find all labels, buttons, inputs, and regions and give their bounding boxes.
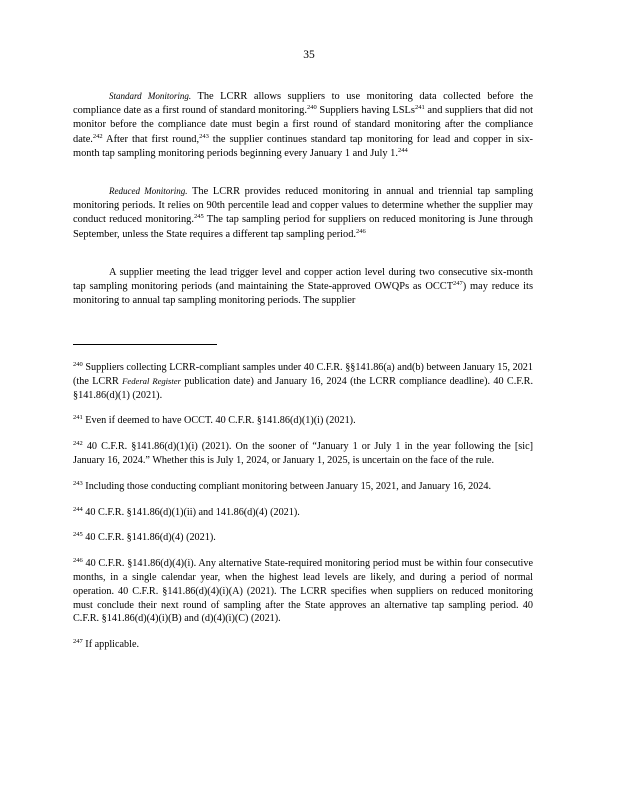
footnote-number: 241 bbox=[73, 414, 83, 422]
footnote-number: 243 bbox=[73, 479, 83, 487]
text-run: The LCRR allows suppliers to use monitoring data collected before the compliance date as a first round of standard monitoring. bbox=[73, 91, 533, 117]
text-run: The tap sampling period for suppliers on reduced monitoring is June through September, unless the State requires a different tap sampling period. bbox=[73, 214, 533, 240]
footnote-241 bbox=[73, 414, 533, 428]
footnote-246 bbox=[73, 557, 533, 626]
text-run: Suppliers collecting LCRR-compliant samples under 40 C.F.R. §§141.86(a) and(b) between January 15, 2021 (the LCRR bbox=[73, 362, 533, 387]
text-run: and suppliers that did not monitor before the compliance date must begin a first round of standard monitoring after the compliance date. bbox=[73, 105, 534, 145]
text-run: 40 C.F.R. §141.86(d)(4) (2021). bbox=[82, 532, 216, 544]
footnote-number: 244 bbox=[73, 505, 83, 513]
footnote-number: 246 bbox=[73, 557, 83, 565]
footnote-244 bbox=[73, 506, 533, 520]
footnote-ref: 245 bbox=[193, 213, 204, 221]
text-run: If applicable. bbox=[82, 639, 140, 651]
text-run: 40 C.F.R. §141.86(d)(1)(i) (2021). On the sooner of “January 1 or July 1 in the year following the [sic] January 16, 2024.” Whether this is July 1, 2024, or January 1, 2025, is uncertain on the face of the rule. bbox=[73, 441, 533, 466]
footnote-number: 247 bbox=[73, 638, 83, 646]
paragraph-heading: Reduced Monitoring. bbox=[109, 186, 188, 196]
paragraph-reduced-monitoring bbox=[73, 184, 533, 242]
footnote-separator bbox=[73, 344, 217, 345]
text-run: the supplier continues standard tap monitoring for lead and copper in six-month tap sampling monitoring periods beginning every January 1 and July 1. bbox=[73, 133, 533, 159]
footnote-ref: 244 bbox=[397, 146, 408, 154]
footnote-243 bbox=[73, 480, 533, 494]
text-run: 40 C.F.R. §141.86(d)(1)(ii) and 141.86(d)(4) (2021). bbox=[82, 506, 300, 518]
footnote-240 bbox=[73, 361, 533, 402]
text-run: Including those conducting compliant monitoring between January 15, 2021, and January 16, 2024. bbox=[82, 480, 492, 492]
footnote-ref: 247 bbox=[453, 280, 463, 288]
paragraph-supplier-meeting bbox=[73, 266, 533, 309]
paragraph-standard-monitoring bbox=[73, 89, 533, 161]
footnotes bbox=[73, 361, 533, 664]
footnote-242 bbox=[73, 440, 533, 468]
footnote-ref: 240 bbox=[306, 104, 317, 112]
text-run: ) may reduce its monitoring to annual tap sampling monitoring periods. The supplier bbox=[73, 281, 533, 307]
footnote-247 bbox=[73, 638, 533, 652]
footnote-ref: 243 bbox=[199, 132, 209, 140]
footnote-ref: 242 bbox=[92, 132, 103, 140]
footnote-number: 242 bbox=[73, 440, 83, 448]
text-run: Suppliers having LSLs bbox=[316, 105, 415, 117]
text-run: Even if deemed to have OCCT. 40 C.F.R. §141.86(d)(1)(i) (2021). bbox=[82, 415, 356, 427]
text-run: 40 C.F.R. §141.86(d)(4)(i). Any alternative State-required monitoring period must be within four consecutive months, in a single calendar year, when the highest lead levels are likely, and during a period of normal operation. 40 C.F.R. §141.86(d)(4)(i)(A) (2021). The LCRR specifies when suppliers on reduced monitoring must conclude their next round of sampling after the State approves an alternative tap sampling period. 40 C.F.R. §141.86(d)(4)(i)(B) and (d)(4)(i)(C) (2021). bbox=[73, 558, 533, 625]
footnote-ref: 246 bbox=[356, 227, 366, 235]
footnote-number: 245 bbox=[73, 531, 83, 539]
italic-text: Federal Register bbox=[122, 375, 181, 386]
text-run: After that first round, bbox=[102, 133, 200, 145]
page-number: 35 bbox=[303, 49, 315, 61]
footnote-245 bbox=[73, 531, 533, 545]
text-run: The LCRR provides reduced monitoring in annual and triennial tap sampling monitoring periods. It relies on 90th percentile lead and copper values to determine whether the supplier may conduct reduced monitoring. bbox=[73, 186, 534, 226]
text-run: publication date) and January 16, 2024 (the LCRR compliance deadline). 40 C.F.R. §141.86(d)(1) (2021). bbox=[73, 375, 533, 401]
footnote-number: 240 bbox=[73, 361, 83, 368]
paragraph-heading: Standard Monitoring. bbox=[109, 91, 192, 101]
text-run: A supplier meeting the lead trigger level and copper action level during two consecutive six-month tap sampling monitoring periods (and maintaining the State-approved OWQPs as OCCT bbox=[73, 267, 533, 293]
footnote-ref: 241 bbox=[414, 104, 425, 112]
